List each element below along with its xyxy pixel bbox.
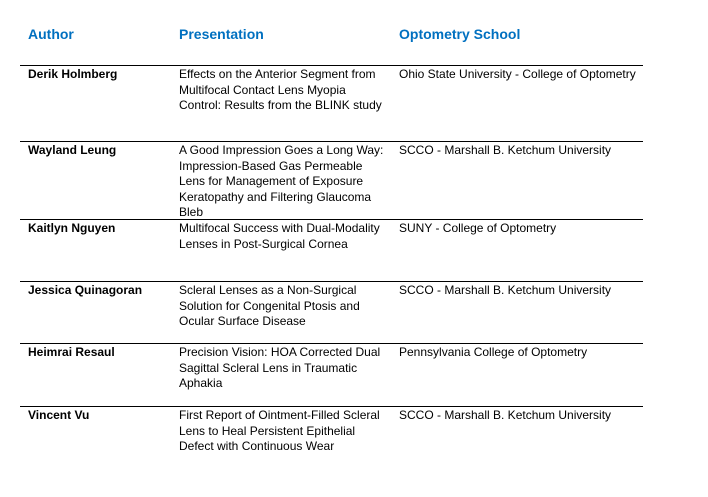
table-row: [20, 406, 643, 487]
cell-author: Kaitlyn Nguyen: [28, 221, 116, 235]
cell-author: Vincent Vu: [28, 408, 90, 422]
cell-author: Wayland Leung: [28, 143, 117, 157]
cell-presentation: Multifocal Success with Dual-Modality Lenses in Post-Surgical Cornea: [179, 221, 380, 251]
table-row: [20, 281, 643, 344]
cell-school: Ohio State University - College of Optometry: [399, 67, 636, 81]
table-row: [20, 65, 643, 142]
cell-school: SCCO - Marshall B. Ketchum University: [399, 408, 612, 422]
table-row: [20, 141, 643, 220]
cell-author: Jessica Quinagoran: [28, 283, 143, 297]
cell-school: SCCO - Marshall B. Ketchum University: [399, 283, 612, 297]
cell-presentation: First Report of Ointment-Filled Scleral Lens to Heal Persistent Epithelial Defect with Continuous Wear: [179, 408, 380, 453]
cell-author: Derik Holmberg: [28, 67, 118, 81]
header-author: Author: [28, 26, 74, 42]
table-row: [20, 343, 643, 407]
cell-author: Heimrai Resaul: [28, 345, 115, 359]
cell-presentation: Effects on the Anterior Segment from Multifocal Contact Lens Myopia Control: Results from the BLINK study: [179, 67, 382, 112]
cell-school: SUNY - College of Optometry: [399, 221, 557, 235]
cell-school: Pennsylvania College of Optometry: [399, 345, 588, 359]
table-header: [0, 26, 708, 46]
header-presentation: Presentation: [179, 26, 264, 42]
cell-presentation: Precision Vision: HOA Corrected Dual Sagittal Scleral Lens in Traumatic Aphakia: [179, 345, 381, 390]
table-row: [20, 219, 643, 282]
cell-presentation: Scleral Lenses as a Non-Surgical Solution for Congenital Ptosis and Ocular Surface Disease: [179, 283, 360, 328]
cell-school: SCCO - Marshall B. Ketchum University: [399, 143, 612, 157]
header-optometry-school: Optometry School: [399, 26, 521, 42]
cell-presentation: A Good Impression Goes a Long Way: Impression-Based Gas Permeable Lens for Management of Exposure Keratopathy and Filtering Glaucoma Bleb: [179, 143, 384, 219]
